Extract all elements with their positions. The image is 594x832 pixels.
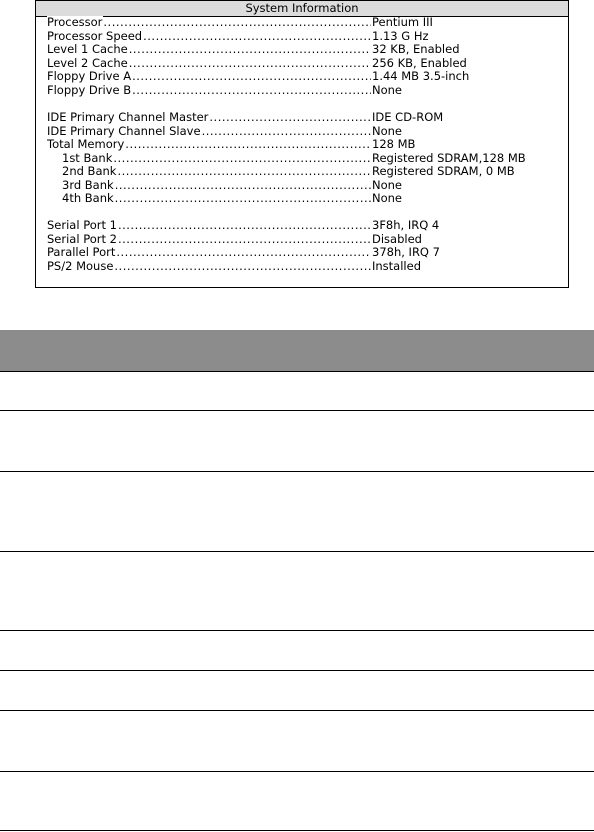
info-row-floppy-a	[47, 70, 560, 84]
info-row-bank-2	[47, 165, 560, 179]
info-row-processor-speed	[47, 30, 560, 44]
info-row-total-memory	[47, 138, 560, 152]
info-value: Installed	[372, 258, 421, 273]
info-label: 3rd Bank	[62, 178, 114, 192]
info-value: None	[372, 123, 403, 138]
table-row	[0, 631, 594, 670]
info-label: PS/2 Mouse	[47, 259, 114, 273]
info-row-bank-1	[47, 152, 560, 166]
info-label: Total Memory	[47, 138, 125, 151]
info-value: IDE CD-ROM	[372, 110, 444, 124]
info-row-level1-cache	[47, 43, 560, 57]
info-label: Level 1 Cache	[47, 43, 128, 56]
info-value: 378h, IRQ 7	[372, 245, 440, 259]
table-row	[0, 772, 594, 830]
info-label: 2nd Bank	[62, 165, 117, 178]
info-row-ide-slave	[47, 125, 560, 139]
info-value: 1.13 G Hz	[372, 28, 429, 43]
info-value: None	[372, 191, 403, 205]
info-value: Registered SDRAM,128 MB	[372, 150, 526, 165]
table-row	[0, 411, 594, 471]
table-row	[0, 711, 594, 771]
info-label: Serial Port 1	[47, 219, 117, 232]
system-information-panel	[35, 0, 569, 288]
table-row	[0, 372, 594, 410]
table-header	[0, 330, 594, 371]
info-label: 1st Bank	[62, 151, 113, 165]
info-row-ps2-mouse	[47, 260, 560, 274]
info-value: 256 KB, Enabled	[372, 55, 467, 70]
info-value: None	[372, 82, 403, 97]
table-row	[0, 671, 594, 710]
info-label: IDE Primary Channel Slave	[47, 124, 201, 138]
table-row	[0, 552, 594, 630]
info-row-parallel-port	[47, 246, 560, 260]
info-value: Pentium III	[372, 15, 433, 29]
info-label: Processor Speed	[47, 29, 143, 43]
info-value: None	[372, 177, 403, 192]
table-row	[0, 472, 594, 551]
info-row-serial-port-1	[47, 219, 560, 233]
info-label: 4th Bank	[62, 192, 114, 205]
info-row-ide-master	[47, 111, 560, 125]
info-value: 3F8h, IRQ 4	[372, 218, 440, 232]
info-value: 128 MB	[372, 137, 416, 151]
info-label: Floppy Drive B	[47, 83, 132, 97]
info-row-processor	[47, 16, 560, 30]
info-label: Serial Port 2	[47, 232, 117, 246]
info-value: Registered SDRAM, 0 MB	[372, 164, 515, 178]
info-row-bank-3	[47, 179, 560, 193]
info-value: 1.44 MB 3.5-inch	[372, 69, 470, 83]
info-value: 32 KB, Enabled	[372, 42, 460, 56]
info-row-level2-cache	[47, 57, 560, 71]
info-label: Processor	[47, 16, 103, 29]
info-label: IDE Primary Channel Master	[47, 111, 209, 124]
panel-title: System Information	[36, 1, 568, 17]
info-row-floppy-b	[47, 84, 560, 98]
info-label: Parallel Port	[47, 246, 116, 259]
info-label: Level 2 Cache	[47, 56, 128, 70]
info-label: Floppy Drive A	[47, 70, 132, 83]
info-row-bank-4	[47, 192, 560, 206]
info-row-serial-port-2	[47, 233, 560, 247]
table-divider	[0, 830, 594, 831]
info-value: Disabled	[372, 231, 422, 246]
